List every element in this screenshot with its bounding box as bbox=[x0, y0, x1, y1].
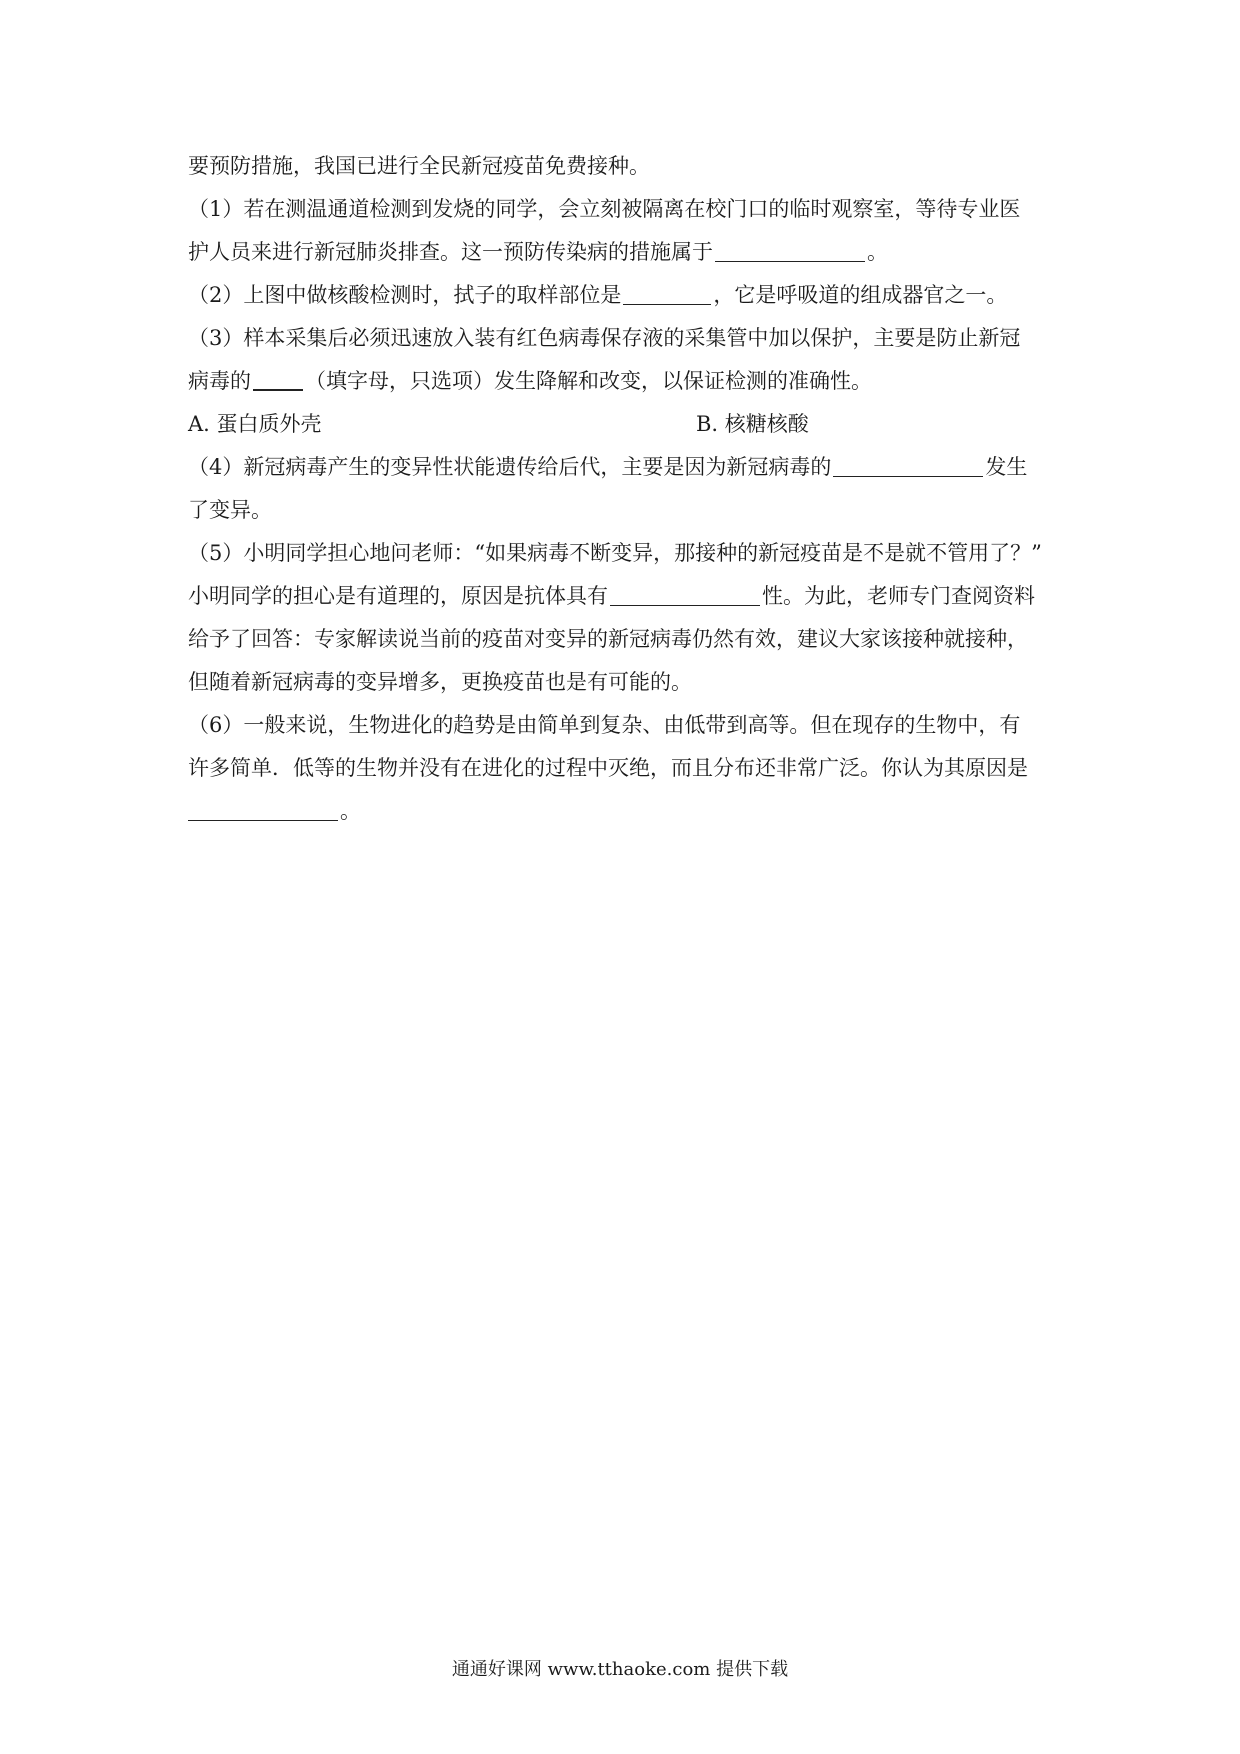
q3-line-2 bbox=[188, 360, 1068, 403]
page-footer: 通通好课网 www.tthaoke.com 提供下载 bbox=[451, 1659, 789, 1680]
q6-line-2: 许多简单．低等的生物并没有在进化的过程中灭绝，而且分布还非常广泛。你认为其原因是 bbox=[188, 756, 1028, 780]
q4-answer-blank[interactable] bbox=[833, 454, 983, 477]
q5-text: 小明同学的担心是有道理的，原因是抗体具有 bbox=[188, 584, 608, 608]
q4-text: （4）新冠病毒产生的变异性状能遗传给后代，主要是因为新冠病毒的 bbox=[188, 455, 832, 479]
q6-text-end: 。 bbox=[340, 799, 361, 823]
question-body bbox=[188, 145, 1068, 833]
q1-text-end: 。 bbox=[867, 240, 888, 264]
q5-line-2 bbox=[188, 575, 1068, 618]
q1-line-2 bbox=[188, 231, 1068, 274]
q2-answer-blank[interactable] bbox=[623, 282, 711, 305]
q2-text: （2）上图中做核酸检测时，拭子的取样部位是 bbox=[188, 283, 622, 307]
q6-line-1: （6）一般来说，生物进化的趋势是由简单到复杂、由低带到高等。但在现存的生物中，有 bbox=[188, 713, 1021, 737]
q2-text-end: ，它是呼吸道的组成器官之一。 bbox=[713, 283, 1008, 307]
q5-answer-blank[interactable] bbox=[610, 583, 760, 606]
q5-text-end: 性。为此，老师专门查阅资料 bbox=[762, 584, 1035, 608]
intro-line: 要预防措施，我国已进行全民新冠疫苗免费接种。 bbox=[188, 154, 650, 178]
q3-text: 病毒的 bbox=[188, 369, 251, 393]
q4-line-1 bbox=[188, 446, 1068, 489]
q4-text-end: 发生 bbox=[985, 455, 1028, 479]
q3-options bbox=[188, 403, 1068, 446]
q3-text-end: （填字母，只选项）发生降解和改变，以保证检测的准确性。 bbox=[305, 369, 872, 393]
q3-answer-blank[interactable] bbox=[253, 367, 303, 391]
q3-option-b[interactable]: B. 核糖核酸 bbox=[696, 412, 809, 436]
q1-line-1: （1）若在测温通道检测到发烧的同学，会立刻被隔离在校门口的临时观察室，等待专业医 bbox=[188, 197, 1021, 221]
q1-answer-blank[interactable] bbox=[715, 239, 865, 262]
q1-text: 护人员来进行新冠肺炎排查。这一预防传染病的措施属于 bbox=[188, 240, 713, 264]
q4-line-2: 了变异。 bbox=[188, 498, 272, 522]
q3-option-a[interactable]: A. 蛋白质外壳 bbox=[188, 412, 322, 436]
q5-line-4: 但随着新冠病毒的变异增多，更换疫苗也是有可能的。 bbox=[188, 670, 692, 694]
q6-answer-blank[interactable] bbox=[188, 798, 338, 821]
q5-line-1: （5）小明同学担心地问老师：“如果病毒不断变异，那接种的新冠疫苗是不是就不管用了？” bbox=[188, 541, 1042, 565]
q3-line-1: （3）样本采集后必须迅速放入装有红色病毒保存液的采集管中加以保护，主要是防止新冠 bbox=[188, 326, 1021, 350]
q2-line bbox=[188, 274, 1068, 317]
q5-line-3: 给予了回答：专家解读说当前的疫苗对变异的新冠病毒仍然有效，建议大家该接种就接种， bbox=[188, 627, 1028, 651]
q6-line-3 bbox=[188, 790, 1068, 833]
